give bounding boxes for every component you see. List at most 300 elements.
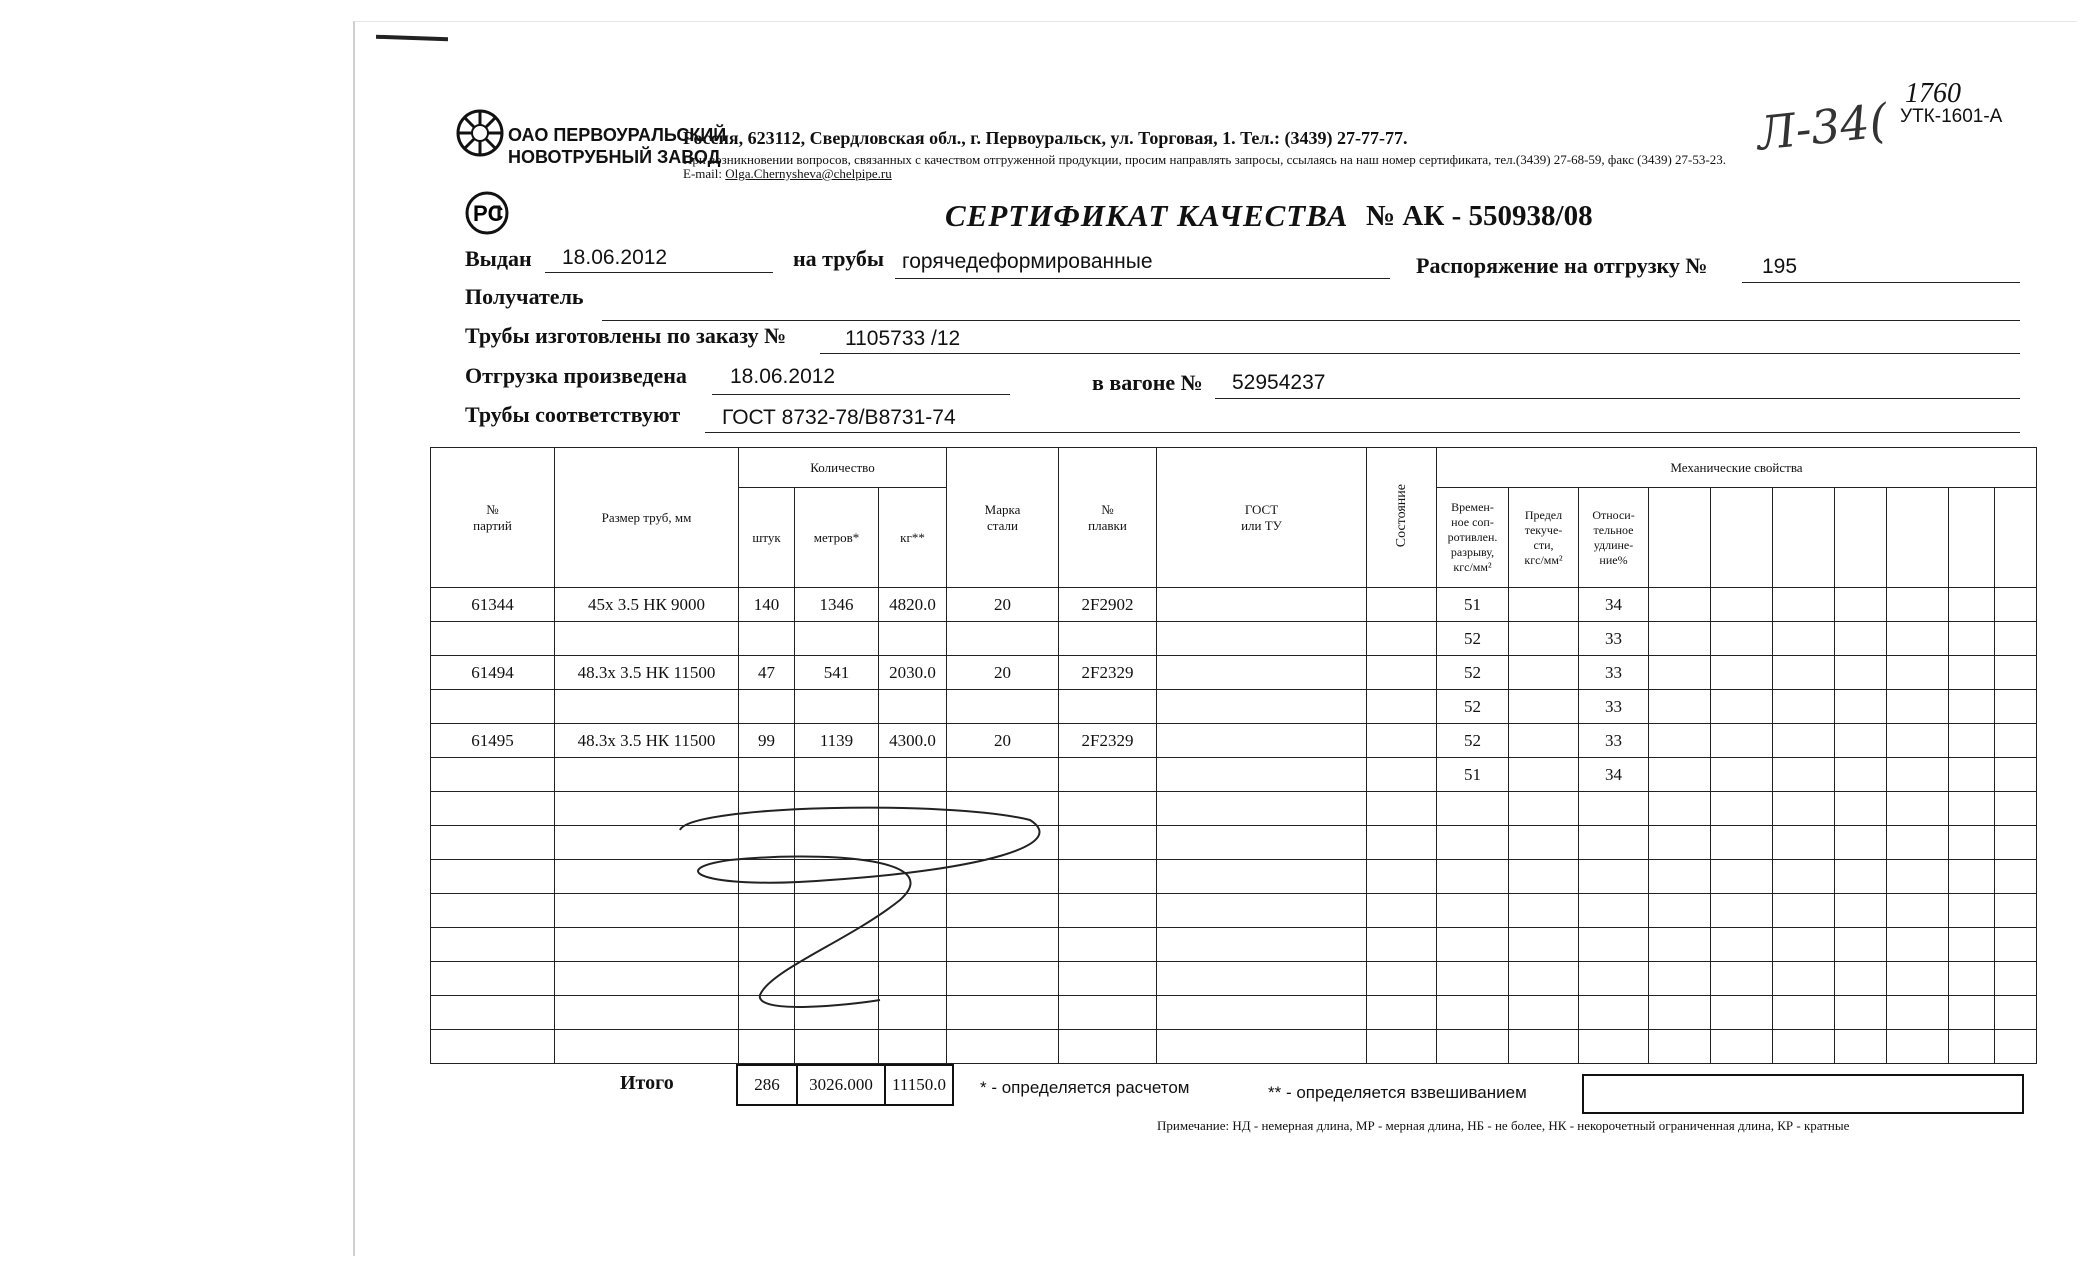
cell-tensile: 52 [1437,690,1509,724]
header-elong: Относи- тельное удлине- ние% [1579,488,1649,588]
cell-empty [1579,894,1649,928]
cell-empty [1509,894,1579,928]
header-pcs: штук [739,488,795,588]
cell-empty [1437,928,1509,962]
cell-tensile: 52 [1437,622,1509,656]
cell-state [1367,690,1437,724]
cell-size: 45х 3.5 НК 9000 [555,588,739,622]
factory-logo-icon [455,108,505,158]
cell-empty [1649,996,1711,1030]
cell-empty [1835,724,1887,758]
cell-empty [1649,928,1711,962]
cell-yield [1509,656,1579,690]
cell-empty [1649,860,1711,894]
cell-gost [1157,622,1367,656]
cell-state [1367,724,1437,758]
cell-pcs: 99 [739,724,795,758]
wagon-label: в вагоне № [1092,370,1203,395]
cell-empty [1887,656,1949,690]
contact-note: При возникновении вопросов, связанных с качеством отгруженной продукции, просим направлять запросы, ссылаясь на наш номер сертификата, тел.(3439) 27-68-59, факс (3439) 27-53-23. [683,152,1726,167]
cell-empty [1835,860,1887,894]
cell-batch: 61344 [431,588,555,622]
cell-empty [1157,860,1367,894]
cell-grade: 20 [947,656,1059,690]
cell-empty [1773,588,1835,622]
footnote: Примечание: НД - немерная длина, МР - мерная длина, НБ - не более, НК - некорочетный ограниченная длина, КР - кратные [1157,1118,1850,1133]
cell-empty [1835,622,1887,656]
cell-heat: 2F2902 [1059,588,1157,622]
cell-grade [947,758,1059,792]
cell-empty [1773,1030,1835,1064]
handwritten-mark: Л-34( [1754,93,1890,161]
cell-gost [1157,588,1367,622]
cell-empty [1949,996,1995,1030]
cell-meters [795,690,879,724]
cell-empty [1059,894,1157,928]
cell-empty [1835,656,1887,690]
cell-empty [1773,894,1835,928]
cell-batch [431,758,555,792]
header-gost: ГОСТ или ТУ [1157,448,1367,588]
cell-empty [1949,792,1995,826]
cell-yield [1509,622,1579,656]
cell-empty [1949,622,1995,656]
cell-empty [1711,928,1773,962]
cell-empty [1157,996,1367,1030]
cell-empty [431,860,555,894]
cell-empty [431,826,555,860]
cell-empty [431,962,555,996]
cell-empty [1773,656,1835,690]
cell-empty [1995,826,2037,860]
cell-empty [1157,1030,1367,1064]
cell-empty [1711,792,1773,826]
cell-empty [1649,622,1711,656]
cell-empty [1773,758,1835,792]
cell-empty [1059,792,1157,826]
cell-empty [1773,724,1835,758]
cell-empty [1649,792,1711,826]
cell-empty [1949,724,1995,758]
cell-empty [1711,894,1773,928]
cell-empty [1995,962,2037,996]
cell-empty [1949,860,1995,894]
note-calc: * - определяется расчетом [980,1078,1190,1097]
cell-empty [1835,1030,1887,1064]
cell-meters: 541 [795,656,879,690]
certificate-title: СЕРТИФИКАТ КАЧЕСТВА [945,198,1349,233]
cell-empty [1649,894,1711,928]
cell-pcs: 47 [739,656,795,690]
cell-empty [1773,996,1835,1030]
cell-meters: 1139 [795,724,879,758]
header-empty-col [1773,488,1835,588]
handwritten-number: 1760 [1905,78,1961,109]
cell-heat [1059,622,1157,656]
cell-empty [1579,1030,1649,1064]
cell-empty [1579,928,1649,962]
cell-empty [1509,996,1579,1030]
cell-empty [1649,758,1711,792]
pipes-value: горячедеформированные [902,250,1153,273]
cell-empty [431,792,555,826]
cell-empty [431,894,555,928]
conform-value: ГОСТ 8732-78/В8731-74 [722,406,956,429]
cell-empty [1995,724,2037,758]
cell-gost [1157,690,1367,724]
cell-empty [1949,758,1995,792]
cell-size [555,690,739,724]
cell-empty [1649,826,1711,860]
cell-empty [1995,894,2037,928]
totals-table [736,1064,954,1106]
cell-batch: 61495 [431,724,555,758]
cell-empty [1887,928,1949,962]
cell-empty [1579,792,1649,826]
handwritten-scribble [650,800,1070,1020]
email-link[interactable]: Olga.Chernysheva@chelpipe.ru [725,166,892,181]
cell-empty [1711,656,1773,690]
cell-empty [1949,894,1995,928]
cell-tensile: 51 [1437,758,1509,792]
cell-yield [1509,690,1579,724]
table-row [431,758,2037,792]
header-grade: Марка стали [947,448,1059,588]
cell-empty [1509,928,1579,962]
cell-empty [1887,894,1949,928]
cell-empty [1579,826,1649,860]
cell-kg [879,622,947,656]
cell-empty [431,928,555,962]
total-meters: 3026.000 [797,1065,885,1105]
cell-empty [1887,690,1949,724]
company-address: Россия, 623112, Свердловская обл., г. Первоуральск, ул. Торговая, 1. Тел.: (3439) 27-77-77. [683,128,1408,148]
cell-kg: 2030.0 [879,656,947,690]
cell-empty [1367,1030,1437,1064]
shipped-label: Отгрузка произведена [465,363,687,388]
cell-state [1367,622,1437,656]
certification-mark-icon [463,183,523,243]
cell-pcs [739,758,795,792]
cell-empty [1157,928,1367,962]
cell-kg: 4820.0 [879,588,947,622]
cell-pcs [739,622,795,656]
cell-empty [1367,894,1437,928]
email-line [683,166,892,182]
cell-empty [1949,1030,1995,1064]
cell-empty [1711,996,1773,1030]
table-row [431,690,2037,724]
issued-label: Выдан [465,246,532,271]
made-label: Трубы изготовлены по заказу № [465,323,787,348]
cell-empty [1887,758,1949,792]
cell-batch [431,690,555,724]
signature-box [1582,1074,2024,1114]
cell-empty [1995,588,2037,622]
cell-empty [1509,792,1579,826]
cell-empty [1437,792,1509,826]
cell-empty [1949,928,1995,962]
cell-empty [1949,962,1995,996]
conform-underline [705,432,2020,433]
header-empty-col [1949,488,1995,588]
cell-size: 48.3х 3.5 НК 11500 [555,724,739,758]
cell-empty [1509,1030,1579,1064]
cell-empty [1367,826,1437,860]
recipient-underline [602,320,2020,321]
cell-meters [795,758,879,792]
made-value: 1105733 /12 [845,327,961,350]
certificate-number: № АК - 550938/08 [1366,200,1593,232]
header-state [1367,448,1437,588]
totals-label: Итого [620,1072,674,1094]
cell-batch: 61494 [431,656,555,690]
cell-empty [1887,962,1949,996]
cell-elong: 34 [1579,758,1649,792]
wagon-underline [1215,398,2020,399]
cell-empty [1437,1030,1509,1064]
cell-empty [1579,962,1649,996]
header-heat: № плавки [1059,448,1157,588]
cell-empty [1995,758,2037,792]
table-row [431,622,2037,656]
cell-empty [1711,724,1773,758]
cell-kg [879,690,947,724]
cell-empty [1887,826,1949,860]
cell-empty [1949,826,1995,860]
cell-empty [1649,656,1711,690]
conform-label: Трубы соответствуют [465,402,681,427]
cell-tensile: 52 [1437,724,1509,758]
header-size: Размер труб, мм [555,448,739,588]
header-empty-col [1887,488,1949,588]
cell-batch [431,622,555,656]
cell-empty [1773,860,1835,894]
cell-elong: 33 [1579,724,1649,758]
company-name-line1: ОАО ПЕРВОУРАЛЬСКИЙ [508,125,727,145]
header-mechanical: Механические свойства [1437,448,2037,488]
cell-empty [1059,1030,1157,1064]
header-empty-col [1649,488,1711,588]
cell-empty [1773,928,1835,962]
cell-empty [1887,724,1949,758]
cell-empty [1887,622,1949,656]
cell-empty [1649,690,1711,724]
cell-empty [1773,622,1835,656]
cell-state [1367,588,1437,622]
cell-grade: 20 [947,588,1059,622]
cell-empty [1835,894,1887,928]
cell-empty [1059,962,1157,996]
cell-state [1367,758,1437,792]
cell-empty [879,1030,947,1064]
cell-grade [947,690,1059,724]
svg-text:PC: PC [473,201,504,226]
cell-heat [1059,758,1157,792]
cell-empty [1949,690,1995,724]
order-value: 195 [1762,255,1798,278]
cell-empty [1509,860,1579,894]
cell-empty [1367,860,1437,894]
cell-empty [1773,690,1835,724]
wagon-value: 52954237 [1232,371,1326,394]
header-batch: № партий [431,448,555,588]
cell-kg [879,758,947,792]
cell-elong: 33 [1579,690,1649,724]
cell-empty [1059,860,1157,894]
cell-empty [1949,656,1995,690]
order-underline [1742,282,2020,283]
cell-empty [1649,724,1711,758]
form-code: УТК-1601-А [1900,106,2003,127]
cell-empty [1649,962,1711,996]
cell-empty [1835,962,1887,996]
cell-empty [1367,996,1437,1030]
cell-meters [795,622,879,656]
cell-empty [1579,860,1649,894]
cell-gost [1157,724,1367,758]
header-meters: метров* [795,488,879,588]
cell-empty [1437,894,1509,928]
header-empty-col [1711,488,1773,588]
cell-size [555,758,739,792]
cell-grade: 20 [947,724,1059,758]
cell-empty [1995,996,2037,1030]
cell-elong: 33 [1579,622,1649,656]
cell-empty [1157,826,1367,860]
cell-empty [431,996,555,1030]
cell-empty [1949,588,1995,622]
made-underline [820,353,2020,354]
cell-state [1367,656,1437,690]
pipes-label: на трубы [793,246,885,271]
cell-empty [1835,826,1887,860]
cell-empty [1887,588,1949,622]
note-weigh: ** - определяется взвешиванием [1268,1083,1527,1102]
cell-empty [1835,792,1887,826]
cell-empty [1649,1030,1711,1064]
cell-empty [1835,758,1887,792]
table-row [431,588,2037,622]
cell-elong: 34 [1579,588,1649,622]
cell-empty [1711,622,1773,656]
company-name-line2: НОВОТРУБНЫЙ ЗАВОД [508,147,721,167]
email-label: E-mail: [683,166,722,181]
cell-empty [1711,826,1773,860]
cell-empty [1773,962,1835,996]
cell-empty [1711,690,1773,724]
cell-heat: 2F2329 [1059,724,1157,758]
cell-empty [1437,826,1509,860]
cell-empty [1887,996,1949,1030]
cell-heat [1059,690,1157,724]
cell-yield [1509,758,1579,792]
cell-empty [1059,826,1157,860]
cell-empty [1157,962,1367,996]
cell-yield [1509,724,1579,758]
cell-empty [1995,860,2037,894]
issued-underline [545,272,773,273]
cell-empty [1773,826,1835,860]
cell-empty [1059,928,1157,962]
cell-empty [1887,860,1949,894]
cell-empty [1711,588,1773,622]
cell-grade [947,622,1059,656]
issued-value: 18.06.2012 [562,246,668,269]
cell-empty [1367,928,1437,962]
cell-empty [1157,894,1367,928]
cell-empty [739,1030,795,1064]
total-kg: 11150.0 [885,1065,953,1105]
cell-empty [1887,1030,1949,1064]
total-pcs: 286 [737,1065,797,1105]
header-state-text: Состояние [1393,483,1409,548]
order-label: Распоряжение на отгрузку № [1416,253,1708,278]
cell-empty [1995,656,2037,690]
cell-size [555,622,739,656]
cell-empty [1995,622,2037,656]
cell-pcs: 140 [739,588,795,622]
cell-empty [1711,860,1773,894]
cell-empty [1711,962,1773,996]
cell-empty [1995,1030,2037,1064]
cell-tensile: 51 [1437,588,1509,622]
cell-elong: 33 [1579,656,1649,690]
cell-empty [1649,588,1711,622]
cell-empty [1835,690,1887,724]
cell-empty [1995,792,2037,826]
header-kg: кг** [879,488,947,588]
cell-meters: 1346 [795,588,879,622]
cell-empty [947,1030,1059,1064]
cell-heat: 2F2329 [1059,656,1157,690]
header-quantity: Количество [739,448,947,488]
cell-empty [1437,962,1509,996]
cell-empty [1509,826,1579,860]
cell-empty [1157,792,1367,826]
shipped-value: 18.06.2012 [730,365,836,388]
cell-empty [1437,860,1509,894]
cell-empty [1367,792,1437,826]
pipes-underline [895,278,1390,279]
cell-empty [431,1030,555,1064]
cell-empty [1509,962,1579,996]
cell-yield [1509,588,1579,622]
cell-pcs [739,690,795,724]
cell-empty [1711,758,1773,792]
empty-row [431,1030,2037,1064]
table-row [431,724,2037,758]
cell-empty [1367,962,1437,996]
recipient-label: Получатель [465,284,584,309]
cell-empty [1437,996,1509,1030]
cell-kg: 4300.0 [879,724,947,758]
cell-empty [1887,792,1949,826]
cell-empty [1995,928,2037,962]
header-yield: Предел текуче- сти, кгс/мм² [1509,488,1579,588]
table-row [431,656,2037,690]
cell-empty [1835,588,1887,622]
header-empty-col [1995,488,2037,588]
header-empty-col [1835,488,1887,588]
header-tensile: Времен- ное соп- ротивлен. разрыву, кгс/мм² [1437,488,1509,588]
cell-empty [795,1030,879,1064]
cell-empty [1579,996,1649,1030]
cell-empty [1835,928,1887,962]
cell-size: 48.3х 3.5 НК 11500 [555,656,739,690]
cell-gost [1157,758,1367,792]
cell-empty [1995,690,2037,724]
